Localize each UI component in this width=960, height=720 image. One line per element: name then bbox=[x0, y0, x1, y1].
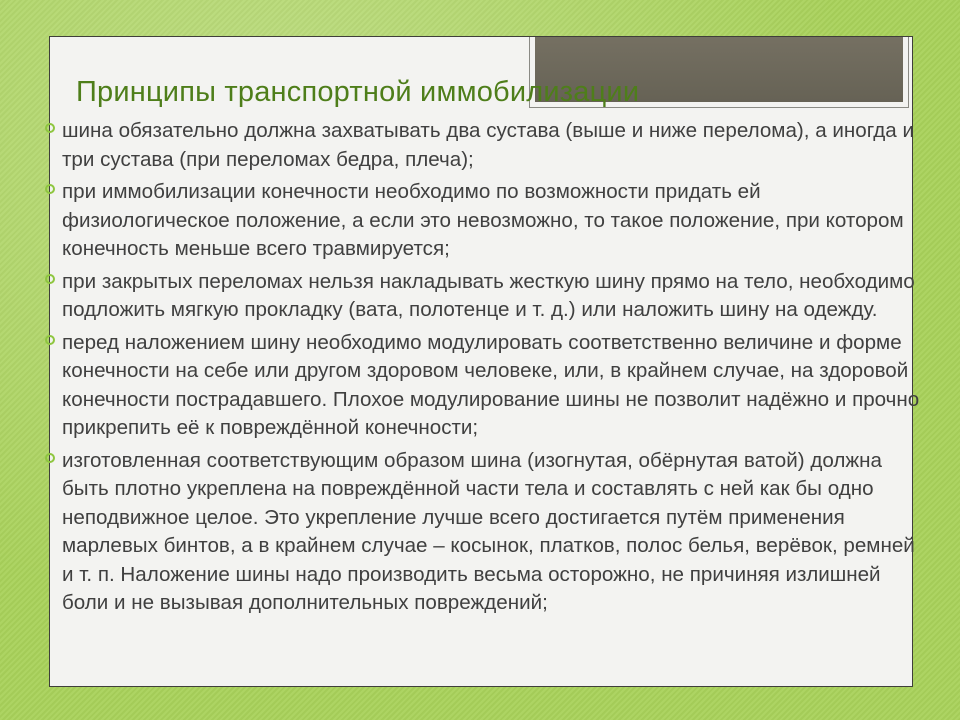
slide-title: Принципы транспортной иммобилизации bbox=[76, 76, 640, 108]
bullet-item bbox=[44, 447, 924, 618]
bullet-circle-icon bbox=[45, 274, 55, 284]
bullet-circle-icon bbox=[45, 123, 55, 133]
bullet-text: перед наложением шину необходимо модулировать соответственно величине и форме конечности на себе или другом здоровом человеке, или, в крайнем случае, на здоровой конечности пострадавшего. Плохое модулирование шины не позволит надёжно и прочно прикрепить её к повреждённой конечности; bbox=[62, 330, 920, 439]
bullet-item bbox=[44, 178, 924, 264]
bullet-text: при закрытых переломах нельзя накладывать жесткую шину прямо на тело, необходимо подложить мягкую прокладку (вата, полотенце и т. д.) или наложить шину на одежду. bbox=[62, 269, 915, 321]
bullet-text: при иммобилизации конечности необходимо по возможности придать ей физиологическое положение, а если это невозможно, то такое положение, при котором конечность меньше всего травмируется; bbox=[62, 180, 904, 260]
bullet-circle-icon bbox=[45, 453, 55, 463]
bullet-item bbox=[44, 117, 924, 174]
bullet-text: изготовленная соответствующим образом шина (изогнутая, обёрнутая ватой) должна быть плотно укреплена на повреждённой части тела и составлять с ней как бы одно неподвижное целое. Это укрепление лучше всего достигается путём применения марлевых бинтов, а в крайнем случае – косынок, платков, полос белья, верёвок, ремней и т. п. Наложение шины надо производить весьма осторожно, не причиняя излишней боли и не вызывая дополнительных повреждений; bbox=[62, 448, 915, 614]
bullet-text: шина обязательно должна захватывать два сустава (выше и ниже перелома), а иногда и три сустава (при переломах бедра, плеча); bbox=[62, 119, 914, 171]
bullet-list bbox=[44, 117, 924, 622]
bullet-item bbox=[44, 329, 924, 443]
bullet-circle-icon bbox=[45, 335, 55, 345]
bullet-circle-icon bbox=[45, 184, 55, 194]
bullet-item bbox=[44, 268, 924, 325]
